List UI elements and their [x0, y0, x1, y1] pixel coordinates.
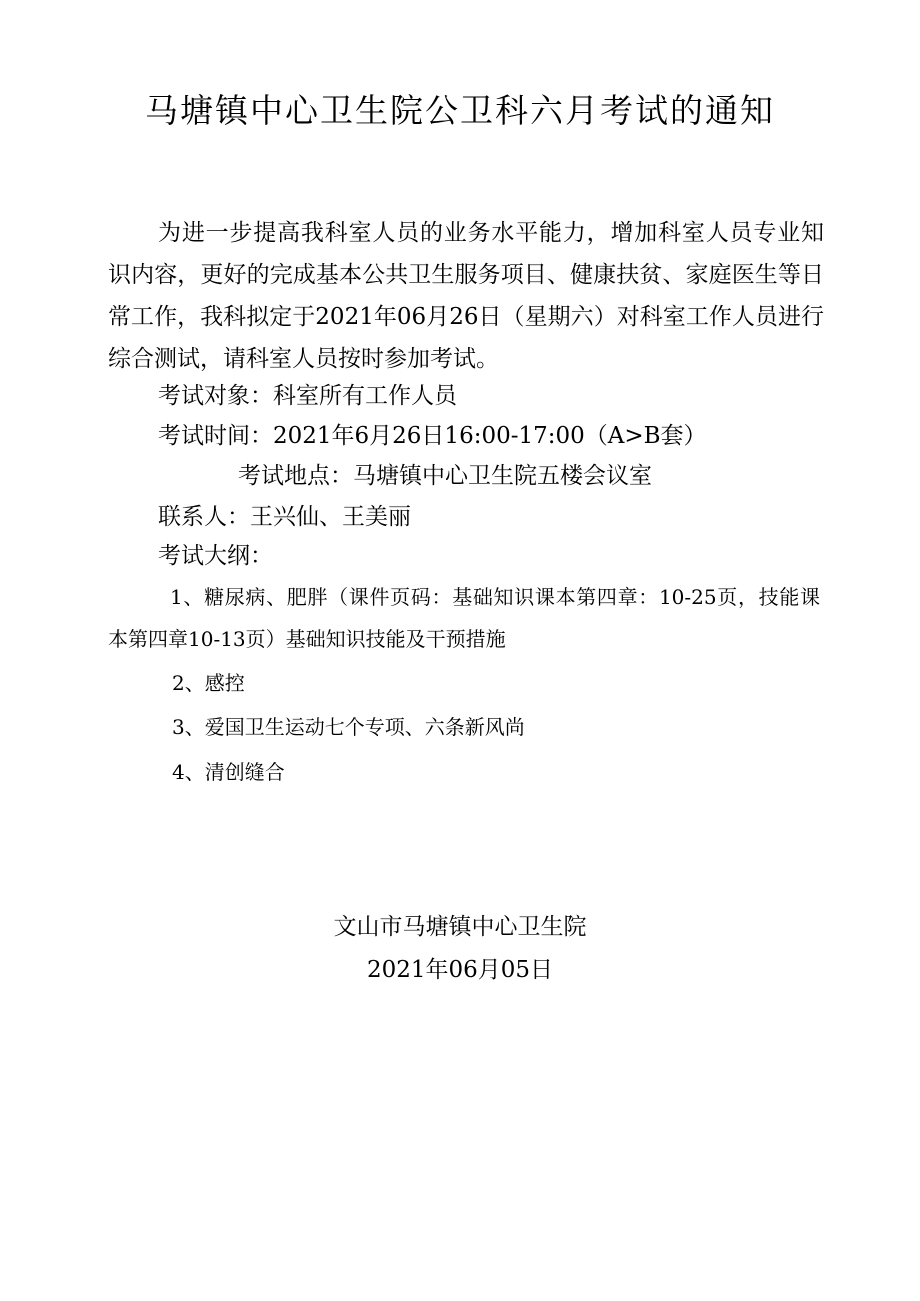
outline-heading: 考试大纲：: [158, 543, 273, 569]
outline-item-1: 1、糖尿病、肥胖（课件页码：基础知识课本第四章：10-25页，技能课本第四章10-13页）基础知识技能及干预措施: [108, 585, 820, 651]
exam-target: 考试对象：科室所有工作人员: [158, 383, 457, 409]
notice-title: 马塘镇中心卫生院公卫科六月考试的通知: [145, 91, 775, 130]
signature-organization: 文山市马塘镇中心卫生院: [333, 914, 587, 940]
outline-item-3: 3、爱国卫生运动七个专项、六条新风尚: [172, 715, 525, 739]
contact-persons: 联系人：王兴仙、王美丽: [158, 504, 411, 530]
signature-date: 2021年06月05日: [366, 957, 554, 983]
outline-item-2: 2、感控: [172, 671, 245, 695]
outline-item-4: 4、清创缝合: [172, 760, 285, 784]
exam-time: 考试时间：2021年6月26日16:00-17:00（A>B套）: [158, 423, 707, 449]
exam-location: 考试地点：马塘镇中心卫生院五楼会议室: [238, 463, 652, 489]
intro-paragraph: 为进一步提高我科室人员的业务水平能力，增加科室人员专业知识内容，更好的完成基本公共卫生服务项目、健康扶贫、家庭医生等日常工作，我科拟定于2021年06月26日（星期六）对科室工作人员进行综合测试，请科室人员按时参加考试。: [108, 220, 824, 372]
